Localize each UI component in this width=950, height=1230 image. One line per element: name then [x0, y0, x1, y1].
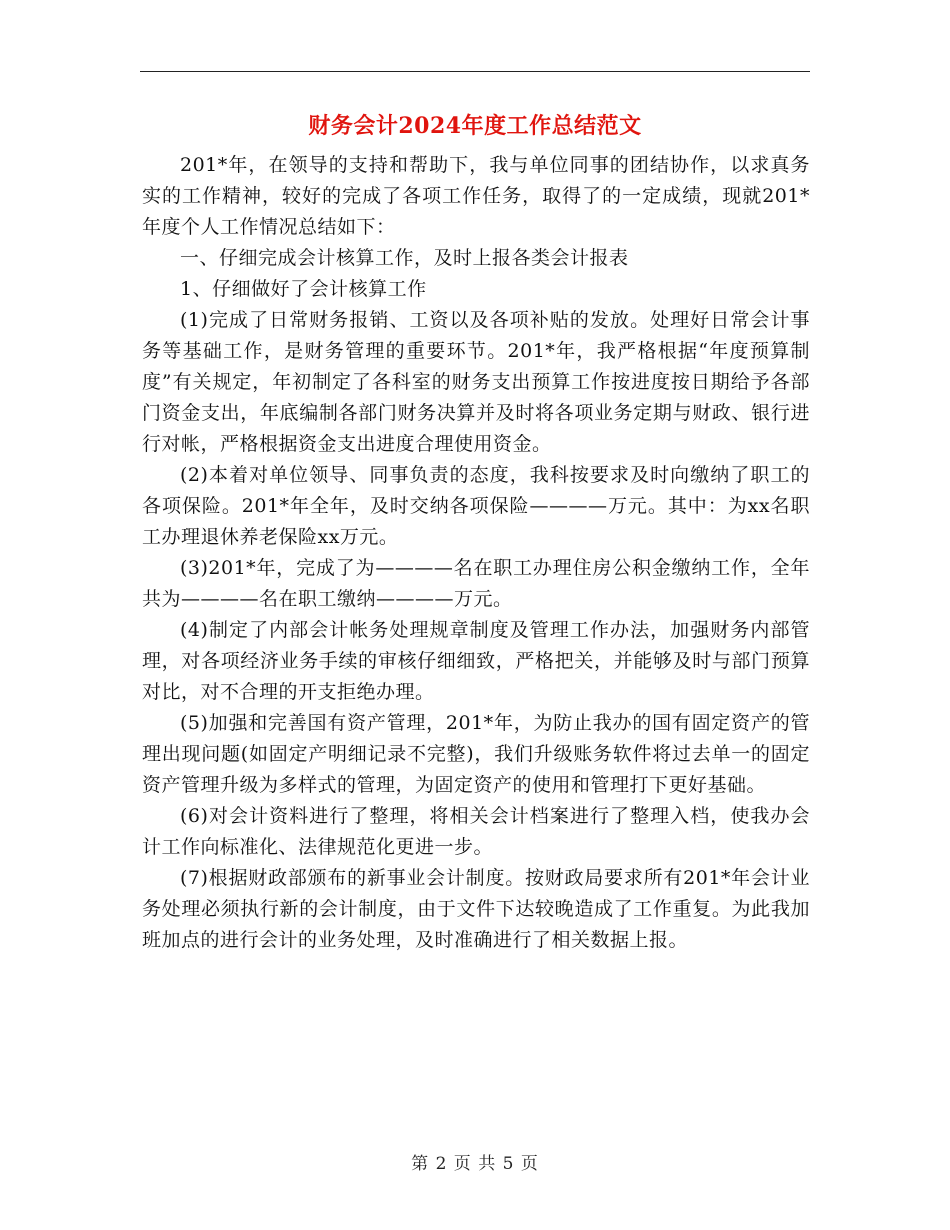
item-paragraph-6: (6)对会计资料进行了整理，将相关会计档案进行了整理入档，使我办会计工作向标准化、法律规范化更进一步。: [142, 805, 810, 858]
intro-paragraph: 201*年，在领导的支持和帮助下，我与单位同事的团结协作，以求真务实的工作精神，较好的完成了各项工作任务，取得了的一定成绩，现就201*年度个人工作情况总结如下：: [142, 154, 810, 238]
item-paragraph-3: (3)201*年，完成了为————名在职工办理住房公积金缴纳工作，全年共为————名在职工缴纳————万元。: [142, 557, 810, 610]
subsection-heading: 1、仔细做好了会计核算工作: [180, 278, 427, 300]
section-heading: 一、仔细完成会计核算工作，及时上报各类会计报表: [180, 247, 629, 269]
header-rule: [140, 71, 810, 72]
document-body: [142, 150, 810, 956]
item-paragraph-7: (7)根据财政部颁布的新事业会计制度。按财政局要求所有201*年会计业务处理必须执行新的会计制度，由于文件下达较晚造成了工作重复。为此我加班加点的进行会计的业务处理，及时准确进行了相关数据上报。: [142, 867, 810, 951]
page-number-footer: 第 2 页 共 5 页: [411, 1154, 539, 1174]
item-paragraph-2: (2)本着对单位领导、同事负责的态度，我科按要求及时向缴纳了职工的各项保险。201*年全年，及时交纳各项保险————万元。其中：为xx名职工办理退休养老保险xx万元。: [142, 464, 810, 548]
item-paragraph-5: (5)加强和完善国有资产管理，201*年，为防止我办的国有固定资产的管理出现问题(如固定产明细记录不完整)，我们升级账务软件将过去单一的固定资产管理升级为多样式的管理，为固定资产的使用和管理打下更好基础。: [142, 712, 810, 796]
item-paragraph-4: (4)制定了内部会计帐务处理规章制度及管理工作办法，加强财务内部管理，对各项经济业务手续的审核仔细细致，严格把关，并能够及时与部门预算对比，对不合理的开支拒绝办理。: [142, 619, 810, 703]
item-paragraph-1: (1)完成了日常财务报销、工资以及各项补贴的发放。处理好日常会计事务等基础工作，是财务管理的重要环节。201*年，我严格根据“年度预算制度”有关规定，年初制定了各科室的财务支出预算工作按进度按日期给予各部门资金支出，年底编制各部门财务决算并及时将各项业务定期与财政、银行进行对帐，严格根据资金支出进度合理使用资金。: [142, 309, 810, 455]
document-title: 财务会计2024年度工作总结范文: [308, 113, 642, 139]
